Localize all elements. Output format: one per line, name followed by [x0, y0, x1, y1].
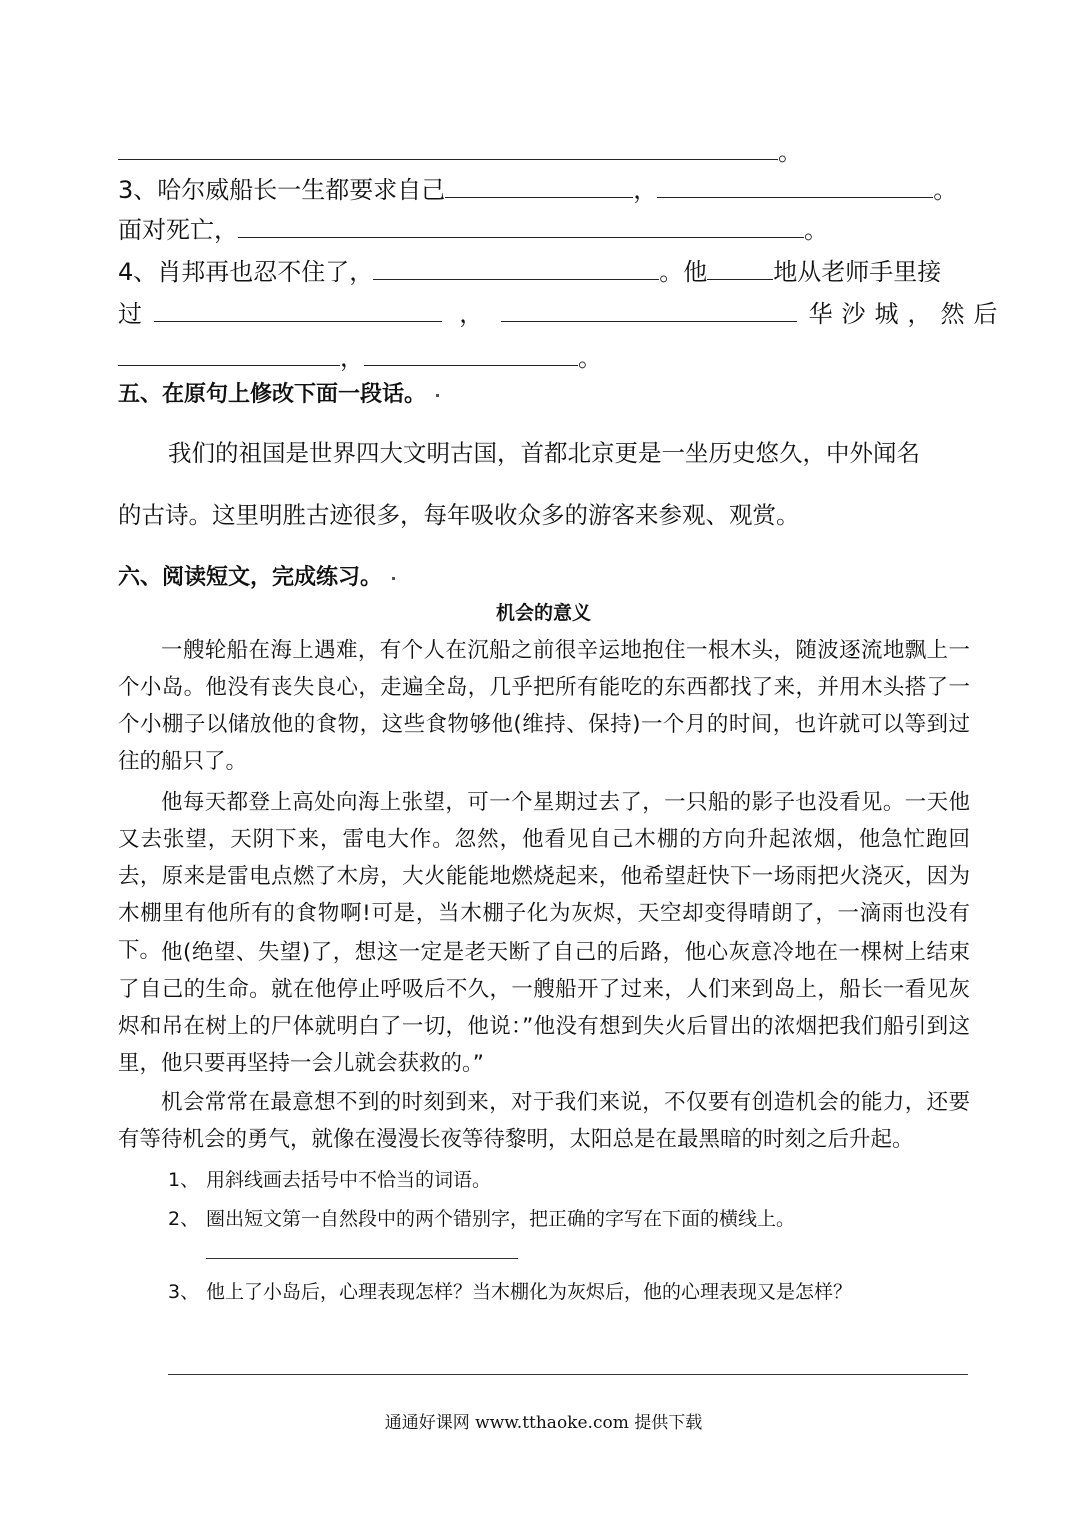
passage-paragraph-4: 机会常常在最意想不到的时刻到来，对于我们来说，不仅要有创造机会的能力，还要有等待机会的勇气，就像在漫漫长夜等待黎明，太阳总是在最黑暗的时刻之后升起。 — [118, 1090, 970, 1152]
question-4-line-1: 4、肖邦再也忍不住了， 。他 地从老师手里接 — [118, 254, 941, 287]
footer-text: 通通好课网 www.tthaoke.com 提供下载 — [384, 1413, 703, 1433]
section-5-paragraph-line-2: 的古诗。这里明胜古迹很多，每年吸收众多的游客来参观、观赏。 — [118, 501, 800, 529]
section-6-heading: 六、阅读短文，完成练习。 — [118, 563, 395, 593]
passage-title: 机会的意义 — [495, 602, 591, 624]
blank[interactable] — [118, 134, 778, 160]
passage-paragraph-1: 一艘轮船在海上遇难，有个人在沉船之前很辛运地抱住一根木头，随波逐流地飘上一个小岛。他没有丧失良心，走遍全岛，几乎把所有能吃的东西都找了来，并用木头搭了一个小棚子以储放他的食物，这些食物够他(维持、保持)一个月的时间，也许就可以等到过往的船只了。 — [118, 638, 970, 774]
question-4-line-2: 过 ， 华沙城，然后 — [118, 296, 1007, 329]
exercise-2: 2、 圈出短文第一自然段中的两个错别字，把正确的字写在下面的横线上。 — [168, 1208, 796, 1230]
question-4-line-3: ， 。 — [118, 340, 602, 373]
blank[interactable] — [238, 212, 804, 238]
passage-paragraph-3: 他(绝望、失望)了，想这一定是老天断了自己的后路，他心灰意冷地在一棵树上结束了自己的生命。就在他停止呼吸后不久，一艘船开了过来，人们来到岛上，船长一看见灰烬和吊在树上的尸体就明白了一切，他说：”他没有想到失火后冒出的浓烟把我们船引到这里，他只要再坚持一会儿就会获救的。” — [118, 940, 970, 1076]
passage-paragraph-2: 他每天都登上高处向海上张望，可一个星期过去了，一只船的影子也没看见。一天他又去张望，天阴下来，雷电大作。忽然，他看见自己木棚的方向升起浓烟，他急忙跑回去，原来是雷电点燃了木房，大火能能地燃烧起来，他希望赶快下一场雨把火浇灭，因为木棚里有他所有的食物啊!可是，当木棚子化为灰烬，天空却变得晴朗了，一滴雨也没有下。 — [118, 790, 970, 963]
footer-divider — [168, 1374, 968, 1375]
exercise-2-answer-line[interactable] — [206, 1258, 518, 1259]
exercise-1: 1、 用斜线画去括号中不恰当的词语。 — [168, 1169, 492, 1191]
blank[interactable] — [445, 172, 633, 198]
blank[interactable] — [373, 254, 659, 280]
question-4-label: 4、肖邦再也忍不住了， — [118, 258, 374, 287]
blank[interactable] — [364, 340, 578, 366]
blank[interactable] — [657, 172, 933, 198]
blank[interactable] — [707, 254, 773, 280]
exercise-3: 3、 他上了小岛后，心理表现怎样？当木棚化为灰烬后，他的心理表现又是怎样？ — [168, 1281, 853, 1303]
blank[interactable] — [501, 296, 797, 322]
question-3-line-2: 面对死亡， 。 — [118, 212, 828, 245]
blank[interactable] — [154, 296, 442, 322]
section-5-paragraph-line-1: 我们的祖国是世界四大文明古国，首都北京更是一坐历史悠久，中外闻名 — [168, 439, 920, 467]
blank[interactable] — [118, 340, 340, 366]
question-3-line-1: 3、哈尔威船长一生都要求自己 ， 。 — [118, 172, 957, 205]
answer-line-0: 。 — [118, 134, 802, 167]
question-3-label: 3、哈尔威船长一生都要求自己 — [118, 176, 446, 205]
section-5-heading: 五、在原句上修改下面一段话。 — [118, 380, 439, 410]
